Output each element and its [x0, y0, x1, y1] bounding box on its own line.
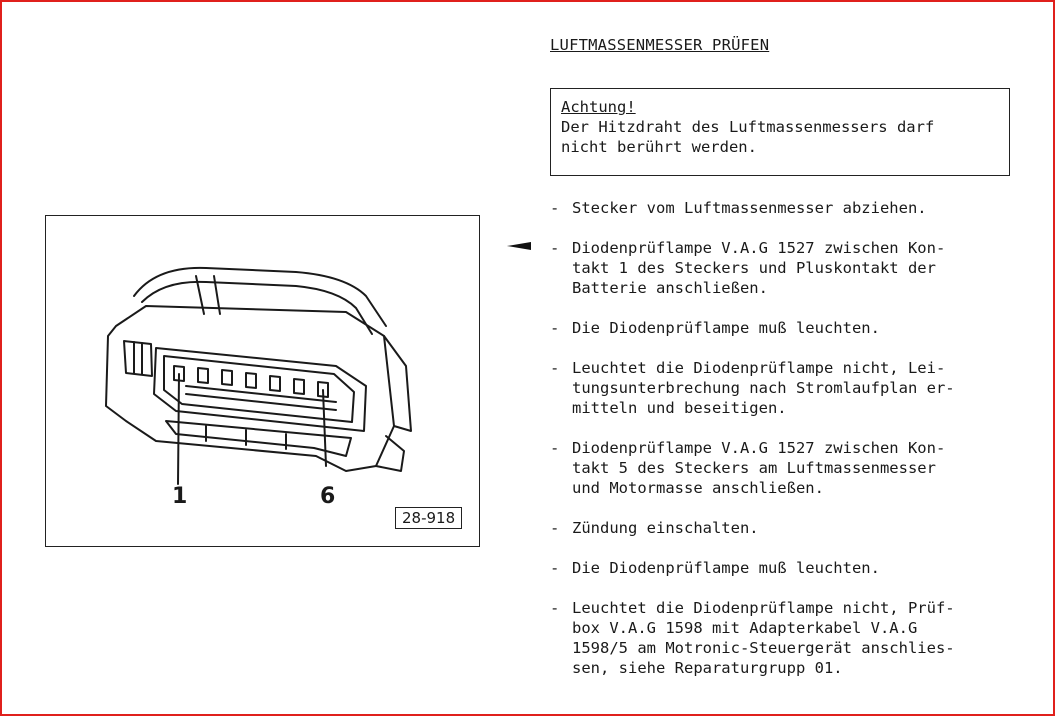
step-text: Leuchtet die Diodenprüflampe nicht, Lei- tungsunterbrechung nach Stromlaufplan er- mitteln und beseitigen.	[572, 359, 955, 417]
list-item	[550, 318, 1020, 338]
bullet-dash: -	[550, 439, 560, 457]
step-text: Diodenprüflampe V.A.G 1527 zwischen Kon- takt 1 des Steckers und Pluskontakt der Batterie anschließen.	[572, 239, 946, 297]
page-title: LUFTMASSENMESSER PRÜFEN	[550, 36, 770, 54]
list-item	[550, 518, 1020, 538]
step-text: Stecker vom Luftmassenmesser abziehen.	[572, 199, 927, 217]
bullet-dash: -	[550, 519, 560, 537]
warning-text: Der Hitzdraht des Luftmassenmessers darf nicht berührt werden.	[561, 118, 935, 156]
connector-figure	[45, 215, 480, 547]
step-text: Die Diodenprüflampe muß leuchten.	[572, 319, 880, 337]
list-item	[550, 558, 1020, 578]
list-item	[550, 598, 1020, 678]
list-item	[550, 198, 1020, 218]
step-text: Leuchtet die Diodenprüflampe nicht, Prüf- box V.A.G 1598 mit Adapterkabel V.A.G 1598/5 am Motronic-Steuergerät anschlies- sen, siehe Reparaturgrupp 01.	[572, 599, 955, 677]
step-text: Die Diodenprüflampe muß leuchten.	[572, 559, 880, 577]
list-item	[550, 358, 1020, 418]
step-text: Diodenprüflampe V.A.G 1527 zwischen Kon- takt 5 des Steckers am Luftmassenmesser und Motormasse anschließen.	[572, 439, 946, 497]
instruction-list	[550, 198, 1020, 698]
list-item	[550, 238, 1020, 298]
reference-arrow-icon	[507, 242, 531, 250]
list-item	[550, 438, 1020, 498]
connector-drawing	[46, 216, 481, 548]
bullet-dash: -	[550, 359, 560, 377]
bullet-dash: -	[550, 239, 560, 257]
figure-code: 28-918	[395, 507, 462, 529]
warning-heading: Achtung!	[561, 98, 636, 116]
step-text: Zündung einschalten.	[572, 519, 759, 537]
bullet-dash: -	[550, 319, 560, 337]
pin-1-label: 1	[172, 484, 188, 509]
pin-6-label: 6	[320, 484, 336, 509]
bullet-dash: -	[550, 599, 560, 617]
warning-box	[550, 88, 1010, 176]
bullet-dash: -	[550, 559, 560, 577]
bullet-dash: -	[550, 199, 560, 217]
